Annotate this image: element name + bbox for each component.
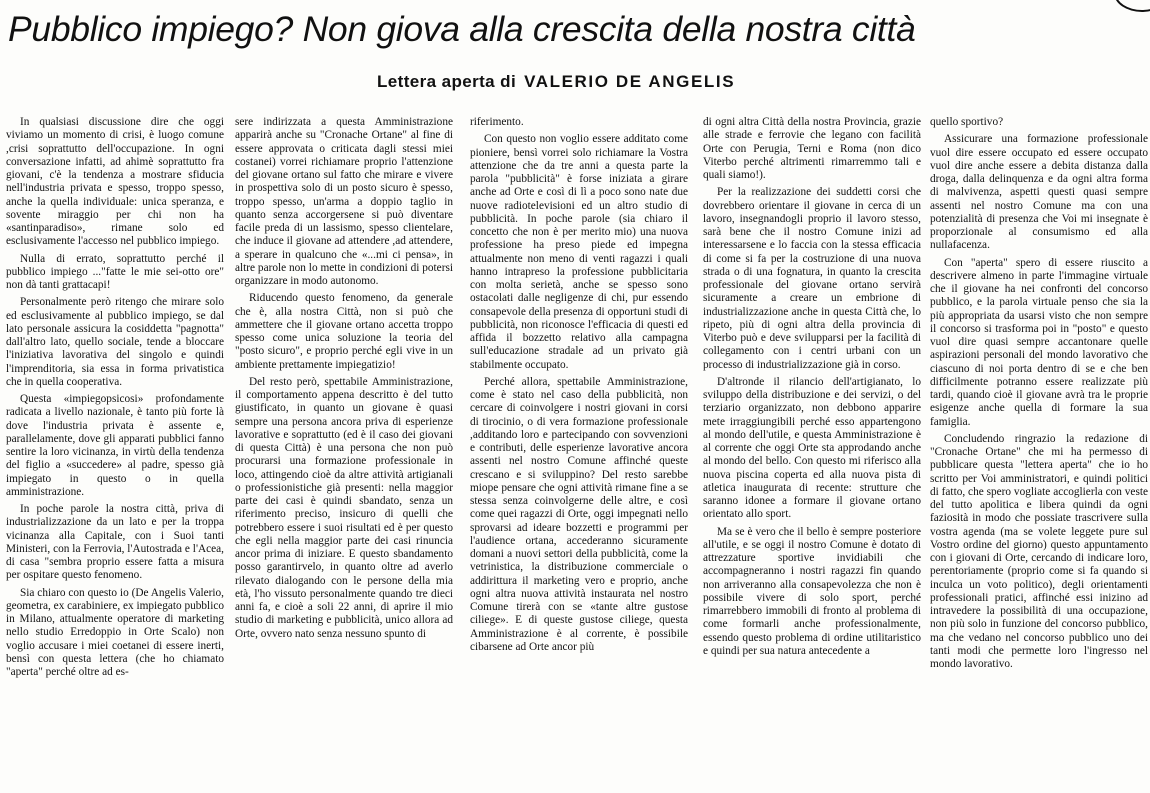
paragraph: Personalmente però ritengo che mirare solo ed esclusivamente al pubblico impiego, se dal lato personale assicura la cosiddetta "pagnotta" dall'altro lato, quello sociale, tende a bloccare l'iniziativa lavorativa del singolo e quindi l'imprenditoria, sia essa in forma privatistica che in quella cooperativa. bbox=[6, 296, 224, 388]
paragraph: Nulla di errato, soprattutto perché il pubblico impiego ..."fatte le mie sei-otto ore" non dà tanti grattacapi! bbox=[6, 252, 224, 291]
article-column-3 bbox=[470, 116, 688, 793]
article-byline bbox=[377, 72, 735, 92]
paragraph: Assicurare una formazione professionale vuol dire essere occupato ed essere occupato vuol dire anche essere a debita distanza dalla droga, dalla delinquenza e da ogni altra forma di malvivenza, aspetti questi quasi sempre assenti nel nostro Comune ma con una potenzialità di presenza che Voi mi insegnate è proporzionale al consumismo ed alla nullafacenza. bbox=[930, 133, 1148, 252]
paragraph: Riducendo questo fenomeno, da generale che è, alla nostra Città, non si può che ammettere che il giovane ortano accetta troppo spesso come unica soluzione la teoria del "posto sicuro", e proprio perché egli vive in un ambiente prettamente impiegatizio! bbox=[235, 292, 453, 371]
paragraph: di ogni altra Città della nostra Provincia, grazie alle strade e ferrovie che legano con facilità Orte con Perugia, Terni e Roma (non dico Viterbo perché altrimenti rimarremmo tali e quali siamo!). bbox=[703, 116, 921, 181]
article-column-5 bbox=[930, 116, 1148, 793]
byline-author: VALERIO DE ANGELIS bbox=[524, 72, 736, 91]
article-headline: Pubblico impiego? Non giova alla crescita della nostra città bbox=[8, 9, 916, 49]
paragraph: In qualsiasi discussione dire che oggi viviamo un momento di crisi, è luogo comune ,crisi soprattutto dell'occupazione. In ogni conversazione infatti, ad ahimè soprattutto fra giovani, c'è la tendenza a mostrare sfiducia nell'industria privata e spesso, troppo spesso, anche la quella individuale: unica speranza, e sovente miraggio per chi non ha «santinparadiso», rimane solo ed esclusivamente l'accesso nel pubblico impiego. bbox=[6, 116, 224, 248]
paragraph: Perché allora, spettabile Amministrazione, come è stato nel caso della pubblicità, non cercare di coinvolgere i nostri giovani in corsi di tirocinio, o di vera formazione professionale ,additando loro e partecipando con sovvenzioni e contributi, delle esperienze lavorative ancora assenti nel nostro Comune affinché queste crescano e si sviluppino? Del resto sarebbe miope pensare che ogni attività rimane fine a se stessa senza coinvolgerne delle altre, e così come quei ragazzi di Orte, oggi impegnati nello sprovarsi ad ideare bozzetti e programmi per l'audience ortana, accederanno sicuramente domani a nuovi settori della pubblicità, come la vetrinistica, la distribuzione commerciale o addirittura il marketing vero e proprio, anche ogni altra nuova attività instaurata nel nostro Comune tirerà con se «tante altre gustose ciliege». E di queste gustose ciliege, questa Amministrazione è al corrente, è possibile cibarsene ad Orte ancor più bbox=[470, 375, 688, 653]
paragraph: quello sportivo? bbox=[930, 116, 1004, 128]
paragraph: Questa «impiegopsicosi» profondamente radicata a livello nazionale, è tanto più forte là dove l'industria privata è assente e, parallelamente, dove gli apparati pubblici fanno sentire la loro vicinanza, in virtù della tendenza del figlio a «succedere» al padre, spesso già impiegato in questo o in quella amministrazione. bbox=[6, 393, 224, 498]
paragraph: Sia chiaro con questo io (De Angelis Valerio, geometra, ex carabiniere, ex impiegato pubblico in Milano, attualmente operatore di marketing nello studio Erredoppio in Orte Scalo) non voglio accusare i miei coetanei di essere inerti, bensì con questa lettera (che ho chiamato "aperta" perché oltre ad es- bbox=[6, 586, 224, 678]
paragraph: Ma se è vero che il bello è sempre posteriore all'utile, e se oggi il nostro Comune è dotato di attrezzature sportive invidiabili che accompagneranno i nostri ragazzi fin quando non arriveranno alla consapevolezza che non è possibile vivere di solo sport, perché rimarrebbero immobili di fronto al problema di come formarli anche professionalmente, essendo questo problema di ordine utilitaristico e quindi per sua natura antecedente a bbox=[703, 525, 921, 657]
paragraph: D'altronde il rilancio dell'artigianato, lo sviluppo della distribuzione e dei servizi, o del terziario organizzato, non debbono apparire mete irraggiungibili perché esso appartengono al mondo dell'utile, e questa Amministrazione è al corrente che oggi Orte sta approdando anche al mondo del bello. Con questo mi riferisco alla nuova piscina coperta ed alla nuova pista di atletica inaugurata di recente: strutture che saranno idonee a formare il giovane ortano orientato allo sport. bbox=[703, 375, 921, 521]
article-column-1 bbox=[6, 116, 224, 793]
paragraph: Concludendo ringrazio la redazione di "Cronache Ortane" che mi ha permesso di pubblicare questa "lettera aperta" che io ho scritto per Voi amministratori, e quindi politici di fatto, che spero vogliate accoglierla con veste del tutto apolitica e libera quindi da ogni faziosità in modo che possiate trascrivere sulla vostra agenda (ma se volete leggete pure sul Vostro ordine del giorno) questo appuntamento con i giovani di Orte, cercando di indicare loro, perentoriamente (proprio come si fa quando si inculca un voto politico), degli orientamenti professionali pratici, affinché essi inizino ad intravedere la possibilità di una occupazione, non più solo in funzione del concorso pubblico, ma che vedano nel concorso pubblico uno dei tanti modi che permette loro l'ingresso nel mondo lavorativo. bbox=[930, 432, 1148, 670]
paragraph: Con "aperta" spero di essere riuscito a descrivere almeno in parte l'immagine virtuale che il giovane ha nei confronti del concorso pubblico, e la parola virtuale penso che sia la più appropriata da usarsi visto che non sempre il concorso si trasforma poi in "posto" e questo vuol dire quasi sempre accantonare quelle aspirazioni personali del mondo lavorativo che ciascuno di noi porta dentro di se e che ben difficilmente potranno essere realizzate più tardi, quando cioè il giovane avrà tra le proprie esigenze anche quella di formare la sua famiglia. bbox=[930, 256, 1148, 428]
article-column-4 bbox=[703, 116, 921, 793]
paragraph: Per la realizzazione dei suddetti corsi che dovrebbero orientare il giovane in cerca di un lavoro, insegnandogli proprio il lavoro stesso, sarà bene che il nostro Comune inizi ad interessarsene e lo faccia con la stessa efficacia di come si fa per la costruzione di una nuova strada o di una fognatura, in quanto la crescita professionale del giovane ortano servirà sicuramente a creare un embrione di industrializzazione anche in questa Città che, lo ripeto, più di ogni altra della provincia di Viterbo può e deve svilupparsi per la facilità di collegamento con i centri urbani con un processo di industrializzazione già in corso. bbox=[703, 186, 921, 371]
paragraph: riferimento. bbox=[470, 116, 524, 128]
paragraph: In poche parole la nostra città, priva di industrializzazione da un lato e per la troppa vicinanza alla Capitale, con i Suoi tanti Ministeri, con la Ferrovia, l'Autostrada e l'Acea, di casa "sembra proprio essere fatta a misura per ospitare questo fenomeno. bbox=[6, 503, 224, 582]
paragraph: Con questo non voglio essere additato come pioniere, bensì vorrei solo richiamare la Vostra attenzione che da tre anni a questa parte la parola "pubblicità" è forse iniziata a girare anche ad Orte e così di lì a poco sono nate due nuove radiotelevisioni ed un altro studio di pubblicità. In poche parole (sia chiaro il concetto che non è per merito mio) una nuova professione ha preso piede ed impegna attualmente non meno di venti ragazzi i quali hanno intrapreso la professione pubblicitaria con molta serietà, anche se spesso sono ostacolati dalle negligenze di chi, pur essendo consapevole della presenza di opportuni studi di pubblicità, non riconosce l'efficacia di questi ed affida il bozzetto relativo alla campagna sull'educazione stradale ad un privato già stabilmente occupato. bbox=[470, 133, 688, 371]
byline-lead: Lettera aperta di bbox=[377, 72, 517, 91]
article-column-2 bbox=[235, 116, 453, 793]
paragraph: Del resto però, spettabile Amministrazione, il comportamento appena descritto è del tutto giustificato, in quanto un giovane è quasi sempre una persona ancora priva di esperienze lavorative e soprattutto (ed è il caso dei giovani di questa Città) è una persona che non può procurarsi una formazione professionale in loco, attingendo cioè da altre attività artigianali o professionistiche già presenti: nella maggior parte dei casi è quindi sbandato, senza un riferimento preciso, insicuro di quelli che potrebbero essere i suoi risultati ed è per questo che egli nella maggior parte dei casi rinuncia ancor prima di iniziare. E questo sbandamento posso garantirvelo, in quanto oltre ad averlo rilevato dialogando con le persone della mia età, l'ho vissuto personalmente quando tre dieci anni fa, e cioè a soli 22 anni, di aprire il mio studio di marketing e pubblicità, unico allora ad Orte, ovvero nato senza nessuno spunto di bbox=[235, 375, 453, 640]
paragraph: sere indirizzata a questa Amministrazione apparirà anche su "Cronache Ortane" al fine di essere approvata o criticata dagli stessi miei costanei) vorrei richiamare proprio l'attenzione del giovane ortano sul fatto che mirare e vivere in prospettiva solo di un posto sicuro è spesso, troppo spesso, un'arma a doppio taglio in quanto senza accorgersene si può diventare facile preda di un lassismo, spesso clientelare, che induce il giovane ad attendere ,ad attendere, a sperare in qualcuno che «...mi ci pensa», in altre parole non lo mette in condizioni di potersi organizzare in modo autonomo. bbox=[235, 116, 453, 287]
